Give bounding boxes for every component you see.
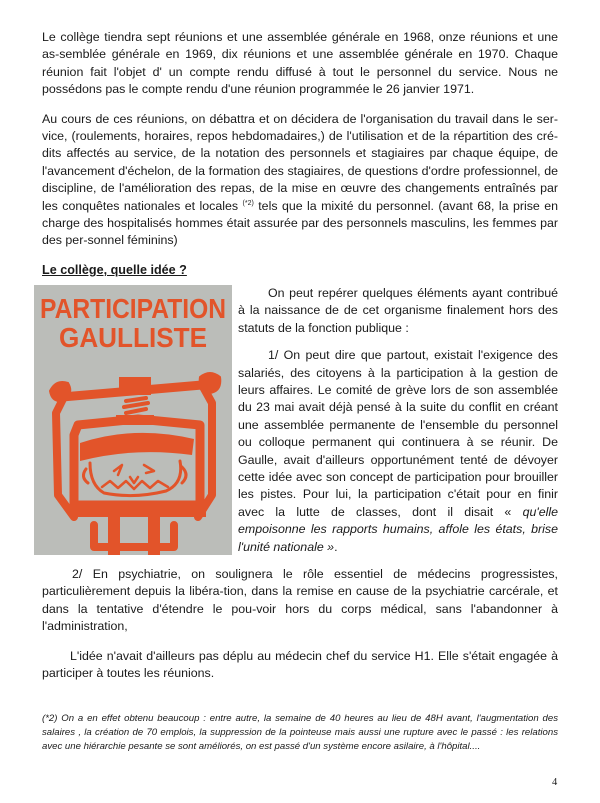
- poster-illustration: [34, 285, 232, 555]
- poster-title-line-2: GAULLISTE: [59, 321, 207, 353]
- poster-image: [34, 285, 232, 555]
- poster-title-line-1: PARTICIPATION: [40, 292, 226, 324]
- page-number: 4: [552, 777, 558, 788]
- paragraph-point-2-continued: tion, dans la remise en cause de la psychiatrie carcérale, et dans la tentative d'étendre le pou-voir hors du corps médical, sans l'abandonner à l'administration,: [42, 584, 558, 634]
- de-gaulle-quote: qu'elle empoisonne les rapports humains, affole les états, brise l'unité nationale »: [238, 504, 558, 554]
- poster-section: [42, 285, 558, 683]
- paragraph-debates: [42, 111, 558, 250]
- section-heading: Le collège, quelle idée ?: [42, 262, 187, 277]
- side-paragraph-point-2-text: 2/ En psychiatrie, on soulignera le rôle essentiel de médecins progressistes, particulièrement depuis la libéra-: [42, 566, 558, 599]
- side-paragraph-point-2: [42, 566, 558, 636]
- footnote-reference: (*2): [242, 199, 254, 207]
- footnote: (*2) On a en effet obtenu beaucoup : entre autre, la semaine de 40 heures au lieu de 48H avant, l'augmentation des salaires , la création de 70 emplois, la suppression de la pointeuse mais aussi une rupture avec le passé : les relations avec une hiérarchie pesante se sont améliorés, on est passé d'un système encore asilaire, à l'hôpital....: [42, 713, 558, 752]
- paragraph-chief-doctor: L'idée n'avait d'ailleurs pas déplu au médecin chef du service H1. Elle s'était engagée à participer à toutes les réunions.: [42, 648, 558, 680]
- side-paragraph-point-1-text: 1/ On peut dire que partout, existait l'exigence des salariés, des citoyens à la participation à la gestion de leurs affaires. Le comité de grève lors de son assemblée du 23 mai avait déjà pensé à la suite du conflit en créant une assemblée permanente de l'ensemble du personnel ou colloque permanent qui continuera à se réunir. De Gaulle, avait d'ailleurs opportunément tenté de dévoyer cette idée avec son concept de participation pour brouiller les pistes. Pour lui, la participation c'était pour en finir avec la lutte de classes, dont il disait «: [238, 348, 558, 519]
- side-paragraph-point-1-end: .: [334, 539, 338, 554]
- paragraph-meetings: Le collège tiendra sept réunions et une assemblée générale en 1968, onze réunions et une as-semblée générale en 1969, dix réunions et une assemblée générale en 1970. Chaque réunion fait l'objet d' un compte rendu diffusé à tout le personnel du service. Nous ne possédons pas le compte rendu d'une réunion programmée le 26 janvier 1971.: [42, 30, 558, 97]
- side-paragraph-intro: On peut repérer quelques éléments ayant contribué à la naissance de de cet organisme finalement hors des statuts de la fonction publique :: [238, 285, 558, 335]
- paragraph-debates-text-a: Au cours de ces réunions, on débattra et on décidera de l'organisation du travail dans le ser-vice, (roulements, horaires, repos hebdomadaires,) de l'utilisation et de la répartition des cré-dits affectés au service, de la notation des personnels et stagiaires par chaque équipe, de l'avancement d'échelon, de la formation des stagiaires, de questions d'ordre professionnel, de discipline, de l'amélioration des repas, de la mise en œuvre des changements entraînés par les conquêtes nationales et locales: [42, 111, 558, 213]
- paragraph-debates-text-b: tels que la mixité du personnel. (avant 68, la prise en charge des hospitalisés hommes était assurée par des personnels masculins, les femmes par des per-sonnel féminins): [42, 198, 558, 248]
